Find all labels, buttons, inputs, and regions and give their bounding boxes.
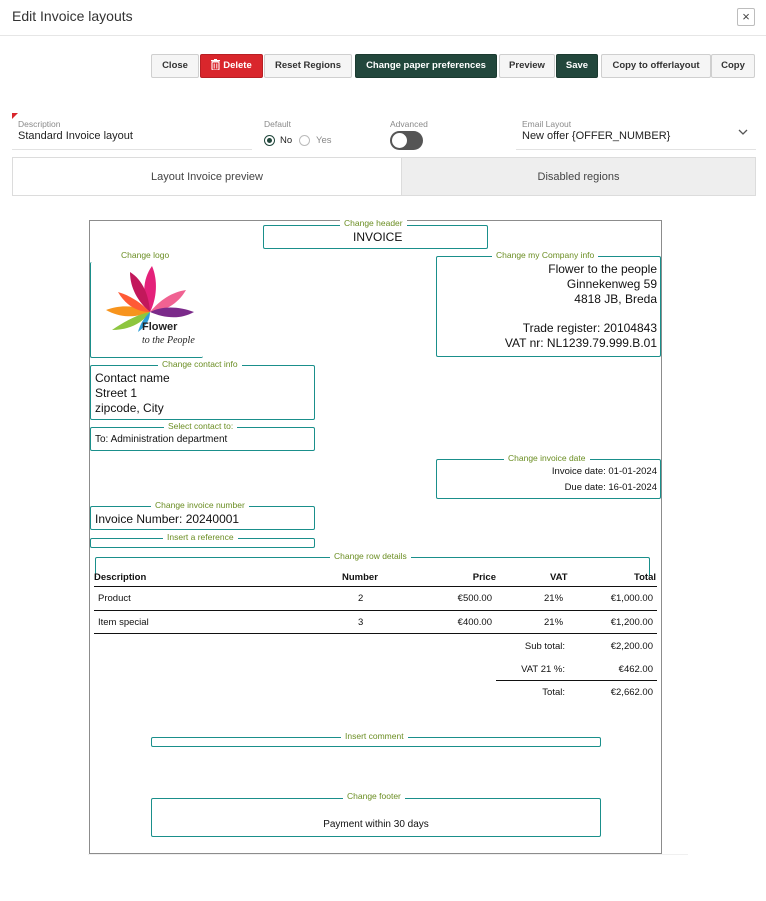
vat-label: VAT 21 %: <box>521 664 565 675</box>
delete-button[interactable] <box>200 54 263 78</box>
company-trade-register: Trade register: 20104843 <box>522 321 657 335</box>
cell-description: Item special <box>98 617 149 628</box>
change-paper-preferences-button[interactable]: Change paper preferences <box>355 54 497 78</box>
cell-vat: 21% <box>544 617 564 628</box>
th-price: Price <box>472 572 496 583</box>
invoice-date: Invoice date: 01-01-2024 <box>551 466 657 477</box>
contact-street: Street 1 <box>95 386 138 400</box>
subtotal-label: Sub total: <box>524 641 565 652</box>
cell-description: Product <box>98 593 131 604</box>
flower-logo-icon <box>100 262 200 348</box>
description-label: Description <box>18 119 61 129</box>
th-number: Number <box>342 572 378 583</box>
footer-region-label: Change footer <box>343 791 405 801</box>
invoice-date-region-label: Change invoice date <box>504 453 590 463</box>
description-underline <box>12 149 252 150</box>
contact-city: zipcode, City <box>95 401 164 415</box>
trash-icon <box>211 59 220 70</box>
company-street: Ginnekenweg 59 <box>566 277 657 291</box>
contact-name: Contact name <box>95 371 170 385</box>
close-button[interactable]: Close <box>151 54 199 78</box>
row-details-region-label: Change row details <box>330 551 411 561</box>
invoice-header-text: INVOICE <box>353 230 403 244</box>
default-no-radio[interactable] <box>264 135 275 146</box>
default-no-label: No <box>280 135 293 146</box>
footer-region[interactable] <box>151 798 601 837</box>
invoice-number-region-label: Change invoice number <box>151 500 249 510</box>
reset-regions-button[interactable]: Reset Regions <box>264 54 352 78</box>
email-layout-select[interactable]: New offer {OFFER_NUMBER} <box>522 130 671 142</box>
company-city: 4818 JB, Breda <box>574 292 657 306</box>
logo-text-line1: Flower <box>142 321 178 333</box>
th-total: Total <box>634 572 656 583</box>
table-header-rule <box>94 586 657 587</box>
close-icon[interactable]: × <box>737 8 755 26</box>
tab-layout-preview[interactable]: Layout Invoice preview <box>12 157 402 196</box>
select-contact-region-label: Select contact to: <box>164 421 237 431</box>
header-region-label: Change header <box>340 218 407 228</box>
advanced-toggle[interactable] <box>390 131 423 150</box>
th-vat: VAT <box>550 572 568 583</box>
invoice-date-region[interactable] <box>436 459 661 499</box>
cell-number: 2 <box>358 593 364 604</box>
window-title: Edit Invoice layouts <box>12 8 133 24</box>
vat-value: €462.00 <box>618 664 653 675</box>
default-yes-label: Yes <box>316 135 332 146</box>
preview-button[interactable]: Preview <box>499 54 555 78</box>
totals-rule <box>496 680 657 681</box>
company-name: Flower to the people <box>548 262 657 276</box>
company-region-label: Change my Company info <box>492 250 598 260</box>
logo-text-line2: to the People <box>142 335 195 346</box>
total-label: Total: <box>542 687 565 698</box>
subtotal-value: €2,200.00 <box>610 641 653 652</box>
paper-shadow <box>88 854 688 855</box>
title-bar <box>0 0 766 36</box>
description-input[interactable]: Standard Invoice layout <box>18 130 133 142</box>
invoice-number: Invoice Number: 20240001 <box>95 512 240 526</box>
th-description: Description <box>94 572 147 583</box>
save-button[interactable]: Save <box>556 54 598 78</box>
copy-button[interactable]: Copy <box>711 54 755 78</box>
logo-region-label: Change logo <box>117 250 173 260</box>
table-row-rule <box>94 610 657 611</box>
total-value: €2,662.00 <box>610 687 653 698</box>
cell-total: €1,000.00 <box>610 593 653 604</box>
contact-to-text: To: Administration department <box>95 434 228 445</box>
cell-price: €400.00 <box>457 617 492 628</box>
advanced-label: Advanced <box>390 119 428 129</box>
company-vat: VAT nr: NL1239.79.999.B.01 <box>504 336 657 350</box>
copy-to-offerlayout-button[interactable]: Copy to offerlayout <box>601 54 711 78</box>
cell-total: €1,200.00 <box>610 617 653 628</box>
comment-region-label: Insert comment <box>341 731 408 741</box>
email-layout-underline <box>516 149 756 150</box>
cell-number: 3 <box>358 617 364 628</box>
contact-region-label: Change contact info <box>158 359 242 369</box>
chevron-down-icon[interactable] <box>738 127 748 139</box>
due-date: Due date: 16-01-2024 <box>564 482 657 493</box>
email-layout-label: Email Layout <box>522 119 572 129</box>
default-label: Default <box>264 119 291 129</box>
cell-price: €500.00 <box>457 593 492 604</box>
footer-text: Payment within 30 days <box>323 819 429 830</box>
cell-vat: 21% <box>544 593 564 604</box>
default-yes-radio[interactable] <box>299 135 310 146</box>
table-bottom-rule <box>94 633 657 634</box>
reference-region-label: Insert a reference <box>163 532 238 542</box>
delete-label: Delete <box>223 60 252 71</box>
tab-disabled-regions[interactable]: Disabled regions <box>401 157 756 196</box>
